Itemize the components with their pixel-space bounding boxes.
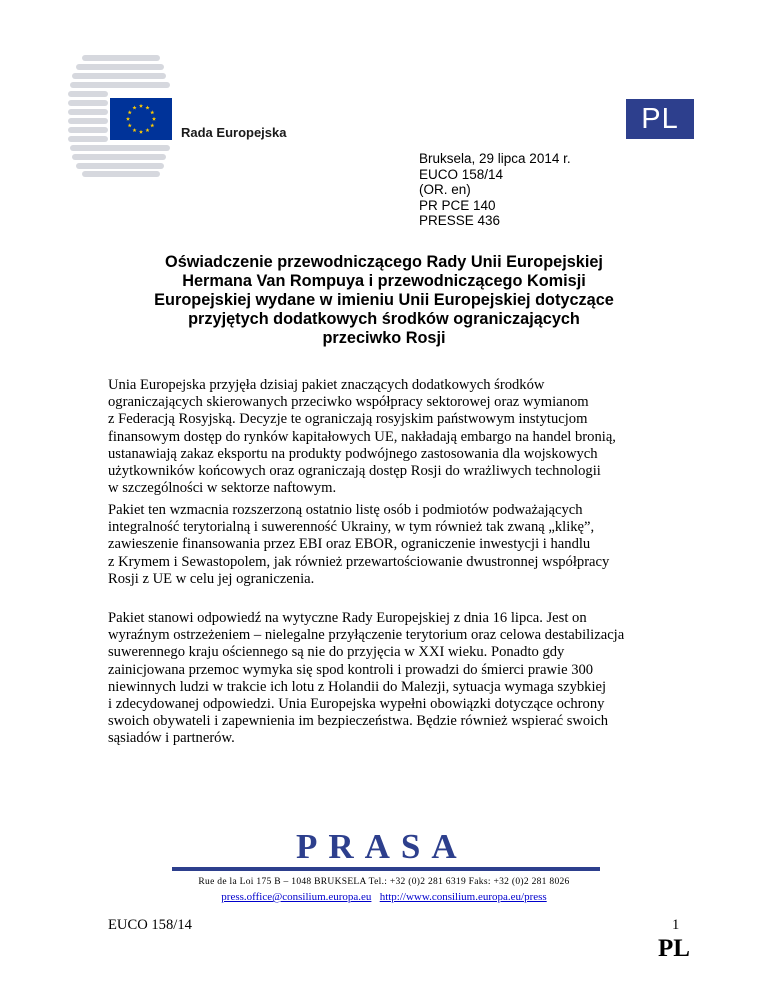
original-language: (OR. en) xyxy=(419,182,471,197)
body-paragraph-2 xyxy=(108,502,678,588)
text-line: Unia Europejska przyjęła dzisiaj pakiet znaczących dodatkowych środków xyxy=(108,377,545,393)
text-line: Pakiet stanowi odpowiedź na wytyczne Rady Europejskiej z dnia 16 lipca. Jest on xyxy=(108,610,587,626)
text-line: sąsiadów i partnerów. xyxy=(108,730,235,747)
title-line: Hermana Van Rompuya i przewodniczącego Komisji xyxy=(182,272,586,290)
text-line: zainicjowana przemoc wymyka się spod kontroli i prowadzi do śmierci prawie 300 xyxy=(108,661,594,678)
body-paragraph-3 xyxy=(108,610,678,748)
press-url-link[interactable]: http://www.consilium.europa.eu/press xyxy=(379,891,547,903)
text-line: z Federacją Rosyjską. Decyzje te ograniczają rosyjskim państwowym instytucjom xyxy=(108,411,588,428)
text-line: finansowym dostęp do rynków kapitałowych UE, nakładają embargo na handel bronią, xyxy=(108,428,616,445)
text-line: suwerennego kraju ościennego są nie do przyjęcia w XXI wieku. Ponadto gdy xyxy=(108,644,565,661)
text-line: zawieszenie finansowania przez EBI oraz EBOR, ograniczenie inwestycji i handlu xyxy=(108,536,591,553)
title-line: Europejskiej wydane w imieniu Unii Europejskiej dotyczące xyxy=(154,291,614,309)
press-links xyxy=(100,891,668,903)
statement-title xyxy=(100,253,668,348)
presse-number: PRESSE 436 xyxy=(419,213,501,228)
text-line: ograniczających skierowanych przeciwko współpracy sektorowej oraz wymianom xyxy=(108,394,589,411)
body-paragraph-1 xyxy=(108,377,678,497)
title-line: przyjętych dodatkowych środków ograniczających xyxy=(188,310,580,328)
organization-name: Rada Europejska xyxy=(181,125,287,140)
text-line: i zdecydowanej odpowiedzi. Unia Europejska wypełni obowiązki dotyczące ochrony xyxy=(108,696,605,713)
footer-document-ref: EUCO 158/14 xyxy=(108,917,192,933)
footer-language: PL xyxy=(658,935,690,962)
pr-number: PR PCE 140 xyxy=(419,197,496,213)
text-line: użytkowników końcowych oraz ograniczają dostęp Rosji do wrażliwych technologii xyxy=(108,463,601,480)
title-line: przeciwko Rosji xyxy=(322,329,446,347)
text-line: niewinnych ludzi w trakcie ich lotu z Holandii do Malezji, sytuacja wymaga szybkiej xyxy=(108,678,607,695)
text-line: Pakiet ten wzmacnia rozszerzoną ostatnio listę osób i podmiotów podważających xyxy=(108,502,583,518)
document-ref: EUCO 158/14 xyxy=(419,166,504,182)
text-line: swoich obywateli i zapewnienia im bezpieczeństwa. Będzie również wspierać swoich xyxy=(108,713,609,730)
text-line: wyraźnym ostrzeżeniem – nielegalne przyłączenie terytorium oraz celowa destabilizacja xyxy=(108,627,625,644)
language-badge: PL xyxy=(626,99,694,139)
press-heading: PRASA xyxy=(296,827,468,866)
press-address: Rue de la Loi 175 B – 1048 BRUKSELA Tel.: +32 (0)2 281 6319 Faks: +32 (0)2 281 8026 xyxy=(198,877,570,887)
text-line: ustanawiają zakaz eksportu na produkty podwójnego zastosowania dla wojskowych xyxy=(108,445,598,462)
press-divider xyxy=(172,867,600,871)
text-line: z Krymem i Sewastopolem, jak również przewartościowanie dwustronnej współpracy xyxy=(108,553,610,570)
text-line: Rosji z UE w celu jej ograniczenia. xyxy=(108,570,315,587)
text-line: integralność terytorialną i suwerenność Ukrainy, w tym również tak zwaną „klikę”, xyxy=(108,519,595,536)
page-number: 1 xyxy=(672,917,680,933)
press-email-link[interactable]: press.office@consilium.europa.eu xyxy=(221,891,372,903)
place-date: Bruksela, 29 lipca 2014 r. xyxy=(419,151,571,166)
eu-flag-icon xyxy=(110,98,172,140)
document-meta xyxy=(419,151,571,229)
text-line: w szczególności w sektorze naftowym. xyxy=(108,480,337,497)
title-line: Oświadczenie przewodniczącego Rady Unii Europejskiej xyxy=(165,253,603,271)
